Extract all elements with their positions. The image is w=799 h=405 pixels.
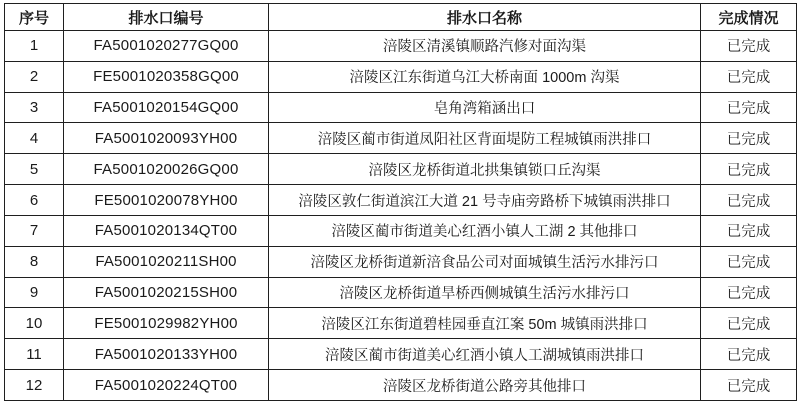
cell-code: FA5001020093YH00 <box>64 123 269 154</box>
cell-name: 涪陵区清溪镇顺路汽修对面沟渠 <box>269 31 701 62</box>
cell-name: 涪陵区龙桥街道北拱集镇锁口丘沟渠 <box>269 154 701 185</box>
cell-name: 涪陵区龙桥街道公路旁其他排口 <box>269 370 701 401</box>
header-name: 排水口名称 <box>269 4 701 31</box>
cell-status: 已完成 <box>701 246 797 277</box>
drainage-outlet-table <box>4 3 797 401</box>
cell-status: 已完成 <box>701 339 797 370</box>
table-row <box>5 123 797 154</box>
table-header <box>5 4 797 31</box>
cell-status: 已完成 <box>701 31 797 62</box>
cell-index: 3 <box>5 92 64 123</box>
table-row <box>5 308 797 339</box>
table-row <box>5 370 797 401</box>
cell-index: 1 <box>5 31 64 62</box>
table-row <box>5 154 797 185</box>
table-row <box>5 215 797 246</box>
cell-status: 已完成 <box>701 61 797 92</box>
cell-index: 12 <box>5 370 64 401</box>
table-row <box>5 185 797 216</box>
cell-status: 已完成 <box>701 370 797 401</box>
cell-name: 涪陵区龙桥街道旱桥西侧城镇生活污水排污口 <box>269 277 701 308</box>
cell-code: FA5001020133YH00 <box>64 339 269 370</box>
cell-code: FE5001020358GQ00 <box>64 61 269 92</box>
cell-name: 涪陵区蔺市街道凤阳社区背面堤防工程城镇雨洪排口 <box>269 123 701 154</box>
cell-code: FA5001020026GQ00 <box>64 154 269 185</box>
cell-status: 已完成 <box>701 185 797 216</box>
header-status: 完成情况 <box>701 4 797 31</box>
table-row <box>5 277 797 308</box>
cell-status: 已完成 <box>701 123 797 154</box>
cell-code: FE5001020078YH00 <box>64 185 269 216</box>
cell-name: 涪陵区龙桥街道新涪食品公司对面城镇生活污水排污口 <box>269 246 701 277</box>
cell-code: FA5001020211SH00 <box>64 246 269 277</box>
table-row <box>5 246 797 277</box>
cell-index: 8 <box>5 246 64 277</box>
cell-index: 6 <box>5 185 64 216</box>
cell-index: 4 <box>5 123 64 154</box>
cell-status: 已完成 <box>701 277 797 308</box>
table-body <box>5 31 797 401</box>
cell-index: 2 <box>5 61 64 92</box>
cell-code: FA5001020215SH00 <box>64 277 269 308</box>
cell-name: 涪陵区蔺市街道美心红酒小镇人工湖城镇雨洪排口 <box>269 339 701 370</box>
cell-index: 9 <box>5 277 64 308</box>
table-row <box>5 92 797 123</box>
header-code: 排水口编号 <box>64 4 269 31</box>
cell-name: 皂角湾箱涵出口 <box>269 92 701 123</box>
cell-code: FA5001020224QT00 <box>64 370 269 401</box>
cell-name: 涪陵区蔺市街道美心红酒小镇人工湖 2 其他排口 <box>269 215 701 246</box>
cell-status: 已完成 <box>701 154 797 185</box>
table-row <box>5 61 797 92</box>
header-row <box>5 4 797 31</box>
cell-status: 已完成 <box>701 215 797 246</box>
cell-code: FA5001020154GQ00 <box>64 92 269 123</box>
cell-index: 11 <box>5 339 64 370</box>
cell-code: FE5001029982YH00 <box>64 308 269 339</box>
table-row <box>5 31 797 62</box>
cell-status: 已完成 <box>701 308 797 339</box>
cell-name: 涪陵区江东街道碧桂园垂直江案 50m 城镇雨洪排口 <box>269 308 701 339</box>
cell-code: FA5001020134QT00 <box>64 215 269 246</box>
cell-code: FA5001020277GQ00 <box>64 31 269 62</box>
header-index: 序号 <box>5 4 64 31</box>
cell-index: 10 <box>5 308 64 339</box>
cell-index: 7 <box>5 215 64 246</box>
cell-index: 5 <box>5 154 64 185</box>
cell-name: 涪陵区敦仁街道滨江大道 21 号寺庙旁路桥下城镇雨洪排口 <box>269 185 701 216</box>
cell-status: 已完成 <box>701 92 797 123</box>
table-row <box>5 339 797 370</box>
cell-name: 涪陵区江东街道乌江大桥南面 1000m 沟渠 <box>269 61 701 92</box>
